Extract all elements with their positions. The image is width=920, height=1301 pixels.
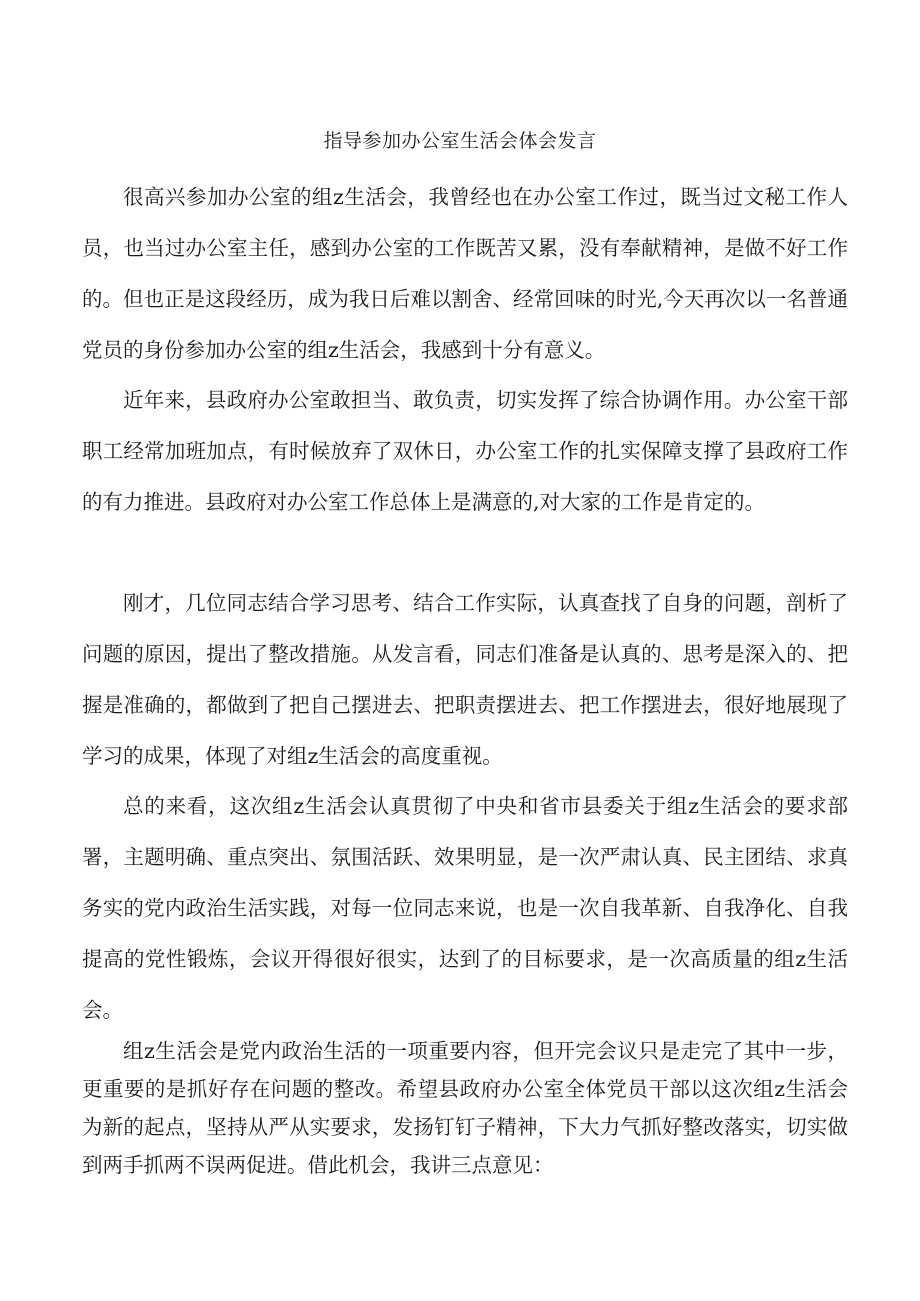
paragraph-rectification: 组z生活会是党内政治生活的一项重要内容，但开完会议只是走完了其中一步，更重要的是抓好存在问题的整改。希望县政府办公室全体党员干部以这次组z生活会为新的起点，坚持从严从实要求，发扬钉钉子精神，下大力气抓好整改落实，切实做到两手抓两不误两促进。借此机会，我讲三点意见： (82, 1039, 848, 1177)
paragraph-office-work: 近年来，县政府办公室敢担当、敢负责，切实发挥了综合协调作用。办公室干部职工经常加班加点，有时候放弃了双休日，办公室工作的扎实保障支撑了县政府工作的有力推进。县政府对办公室工作总体上是满意的,对大家的工作是肯定的。 (82, 388, 848, 514)
paragraph-opening: 很高兴参加办公室的组z生活会，我曾经也在办公室工作过，既当过文秘工作人员，也当过办公室主任，感到办公室的工作既苦又累，没有奉献精神，是做不好工作的。但也正是这段经历，成为我日后难以割舍、经常回味的时光,今天再次以一名普通党员的身份参加办公室的组z生活会，我感到十分有意义。 (82, 185, 848, 362)
document-title: 指导参加办公室生活会体会发言 (323, 130, 597, 152)
paragraph-summary: 总的来看，这次组z生活会认真贯彻了中央和省市县委关于组z生活会的要求部署，主题明确、重点突出、氛围活跃、效果明显，是一次严肃认真、民主团结、求真务实的党内政治生活实践，对每一位同志来说，也是一次自我革新、自我净化、自我提高的党性锻炼，会议开得很好很实，达到了的目标要求，是一次高质量的组z生活会。 (82, 794, 848, 1022)
paragraph-self-review: 刚才，几位同志结合学习思考、结合工作实际，认真查找了自身的问题，剖析了问题的原因，提出了整改措施。从发言看，同志们准备是认真的、思考是深入的、把握是准确的，都做到了把自己摆进去、把职责摆进去、把工作摆进去，很好地展现了学习的成果，体现了对组z生活会的高度重视。 (82, 591, 848, 768)
